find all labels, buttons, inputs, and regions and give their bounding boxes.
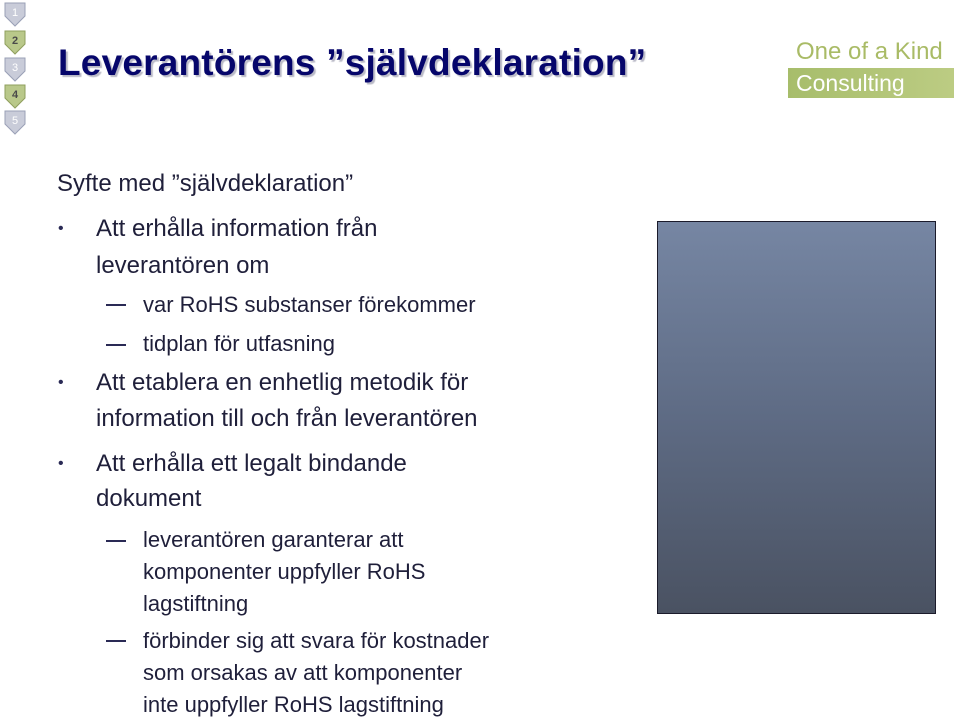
step-3-label: 3 — [11, 62, 19, 74]
bullet-2-line-2: information till och från leverantören — [96, 405, 478, 432]
step-5-label: 5 — [11, 115, 19, 127]
dash-icon — [106, 304, 126, 306]
bullet-2-line-1: Att etablera en enhetlig metodik för — [96, 369, 469, 396]
sub-3-2-line-1: förbinder sig att svara för kostnader — [143, 628, 490, 653]
sub-1-2-line-1: tidplan för utfasning — [143, 331, 336, 356]
section-heading: Syfte med ”självdeklaration” — [57, 170, 354, 197]
bullet-icon: • — [58, 374, 64, 391]
company-logo — [788, 38, 956, 98]
bullet-icon: • — [58, 220, 64, 237]
bullet-3-line-1: Att erhålla ett legalt bindande — [96, 450, 407, 477]
sub-1-1-line-1: var RoHS substanser förekommer — [143, 292, 476, 317]
dash-icon — [106, 344, 126, 346]
step-4-label: 4 — [11, 89, 19, 101]
logo-line-2: Consulting — [796, 70, 905, 96]
bullet-1-line-2: leverantören om — [96, 252, 270, 279]
dash-icon — [106, 640, 126, 642]
logo-line-1: One of a Kind — [796, 38, 943, 65]
sub-3-1-line-3: lagstiftning — [143, 591, 249, 616]
sub-3-1-line-2: komponenter uppfyller RoHS — [143, 559, 426, 584]
bullet-1-line-1: Att erhålla information från — [96, 215, 378, 242]
image-placeholder — [657, 221, 936, 614]
step-2-label: 2 — [11, 35, 19, 47]
slide-title: Leverantörens ”självdeklaration” — [58, 42, 647, 83]
bullet-icon: • — [58, 455, 64, 472]
bullet-3-line-2: dokument — [96, 485, 202, 512]
sub-3-1-line-1: leverantören garanterar att — [143, 527, 404, 552]
step-1-label: 1 — [11, 7, 19, 19]
dash-icon — [106, 540, 126, 542]
logo-bar — [788, 68, 954, 98]
sub-3-2-line-3: inte uppfyller RoHS lagstiftning — [143, 692, 444, 717]
sub-3-2-line-2: som orsakas av att komponenter — [143, 660, 463, 685]
